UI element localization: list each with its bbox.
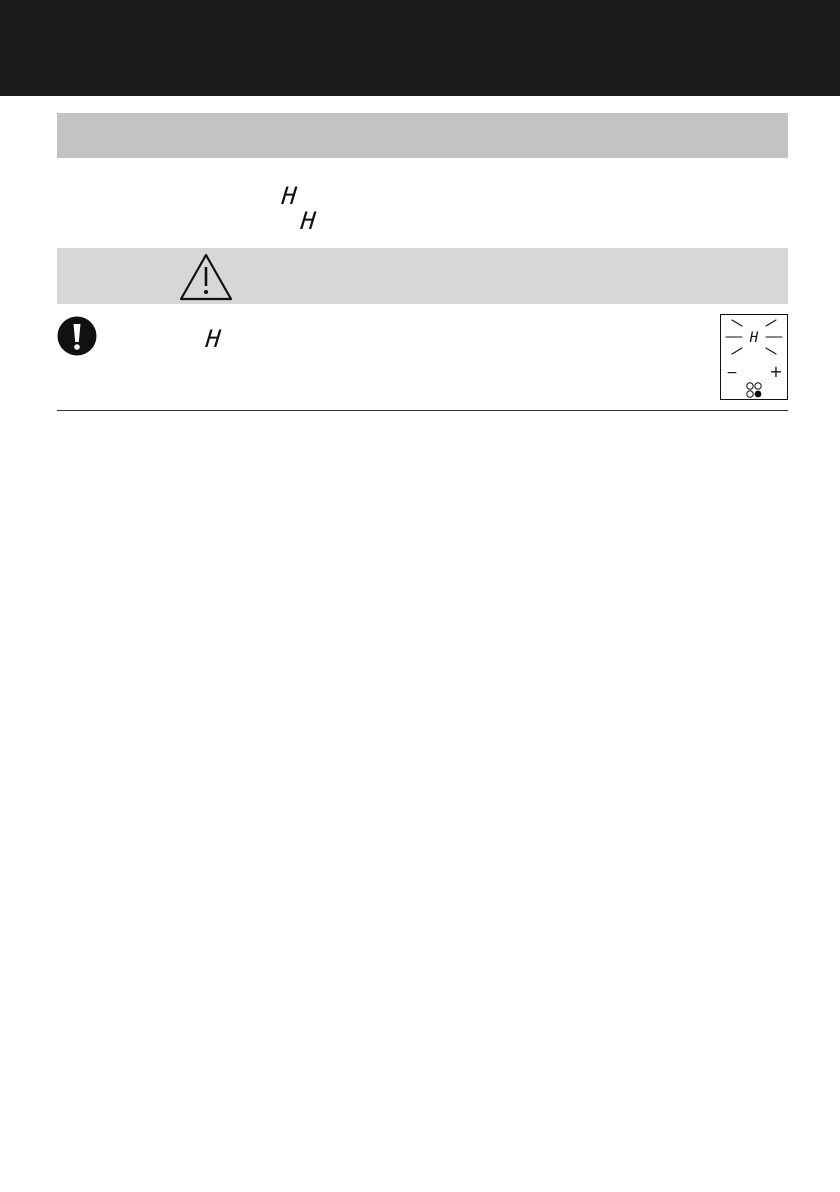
section-heading-bar	[57, 113, 788, 158]
top-banner	[0, 0, 840, 96]
mandatory-action-icon	[57, 316, 97, 356]
residual-heat-symbol: H	[204, 325, 222, 353]
hob-display-illustration	[720, 314, 788, 400]
residual-heat-symbol: H	[299, 207, 317, 235]
divider-rule	[57, 410, 788, 411]
warning-bar	[57, 248, 788, 304]
residual-heat-symbol: H	[280, 182, 298, 210]
plus-label: +	[769, 362, 783, 381]
minus-label: −	[726, 365, 738, 381]
warning-triangle-icon	[178, 252, 234, 302]
display-indicator: H	[749, 330, 759, 346]
